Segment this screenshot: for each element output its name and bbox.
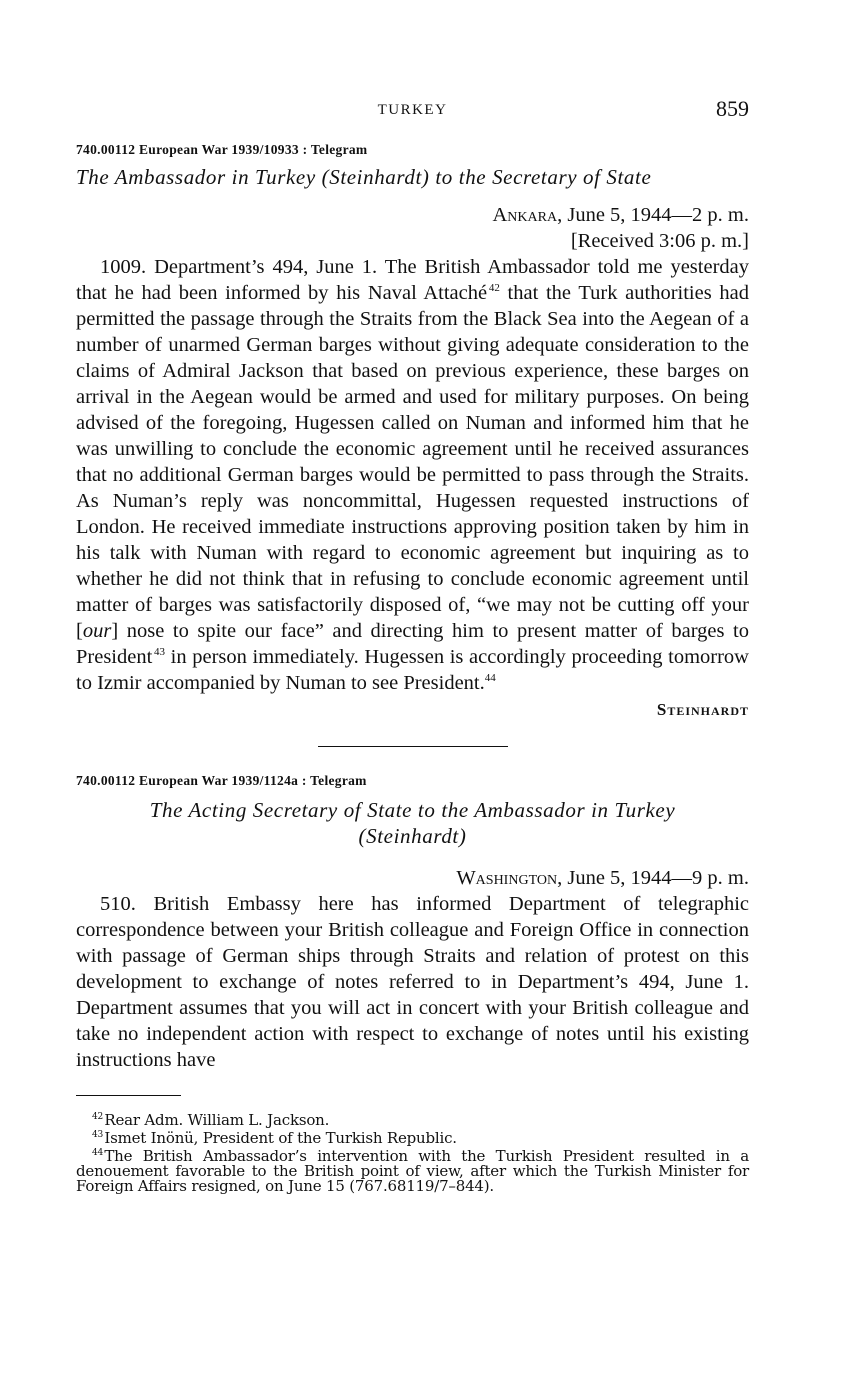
footnote-43-number: 43 [92,1130,104,1140]
doc1-dateline [76,202,749,228]
footnote-ref-44[interactable]: 44 [484,672,496,685]
footnote-44-text: The British Ambassador’s intervention with the Turkish President resulted in a denouement favorable to the British point of view, after which the Turkish Minister for Foreign Affairs resigned, on June 15 (767.68119/7–844). [76,1147,749,1195]
doc2-title-line1: The Acting Secretary of State to the Ambassador in Turkey [149,798,676,822]
doc1-title: The Ambassador in Turkey (Steinhardt) to the Secretary of State [76,165,652,189]
doc1-place: Ankara [492,204,558,226]
footnote-43-text: Ismet Inönü, President of the Turkish Republic. [104,1129,457,1147]
footnote-ref-43[interactable]: 43 [154,646,166,659]
footnote-42 [76,1110,749,1128]
page-number: 859 [716,96,749,121]
doc2-file-reference: 740.00112 European War 1939/1124a : Telegram [76,773,367,788]
footnote-43 [76,1128,749,1146]
page [76,96,749,1194]
doc2-body: 510. British Embassy here has informed Department of telegraphic correspondence between your British colleague and Foreign Office in connection with passage of German ships through Straits and relation of protest on this development to exchange of notes referred to in Department’s 494, June 1. Department assumes that you will act in concert with your British colleague and take no independent action with respect to exchange of notes until his existing instructions have [76,893,749,1071]
footnote-44 [76,1146,749,1194]
doc1-body [76,254,749,696]
doc2-date: , June 5, 1944—9 p. m. [557,867,749,889]
doc1-body-part2: that the Turk authorities had permitted the passage through the Straits from the Black Sea into the Aegean of a number of unarmed German barges without giving adequate consideration to the claims of Admiral Jackson that based on previous experience, these barges on arrival in the Aegean would be armed and used for military purposes. On being advised of the foregoing, Hugessen called on Numan and informed him that he was unwilling to conclude the economic agreement until he received assurances that no additional German barges would be permitted to pass through the Straits. As Numan’s reply was noncommittal, Hugessen requested instructions of London. He received immediate instructions approving position taken by him in his talk with Numan with regard to economic agreement but inquiring as to whether he did not think that in refusing to conclude economic agreement until matter of barges was satisfactorily disposed of, “we may not be cutting off your [ [76,282,749,642]
doc1-received: [Received 3:06 p. m.] [570,230,749,252]
footnote-ref-42[interactable]: 42 [488,282,500,295]
doc1-file-reference: 740.00112 European War 1939/10933 : Telegram [76,142,368,157]
footnote-42-text: Rear Adm. William L. Jackson. [104,1111,330,1129]
doc2-dateline [76,865,749,891]
doc1-body-part1: 1009. Department’s 494, June 1. The British Ambassador told me yesterday that he had been informed by his Naval Attaché [76,256,749,304]
footnote-rule [76,1095,181,1096]
doc1-signature: Steinhardt [656,700,749,719]
page-header [76,96,749,126]
doc1-body-our: our [82,620,112,642]
doc2-place: Washington [456,867,558,889]
doc1-body-part4: in person immediately. Hugessen is accordingly proceeding tomorrow to Izmir accompanied by Numan to see President. [76,646,749,694]
doc1-body-part3: ] nose to spite our face” and directing him to present matter of barges to President [76,620,749,668]
doc1-date: , June 5, 1944—2 p. m. [557,204,749,226]
section-divider [318,746,508,747]
footnotes [76,1110,749,1194]
doc2-title-line2: (Steinhardt) [358,824,467,848]
running-title: TURKEY [377,102,448,118]
footnote-44-number: 44 [92,1148,104,1158]
footnote-42-number: 42 [92,1112,104,1122]
